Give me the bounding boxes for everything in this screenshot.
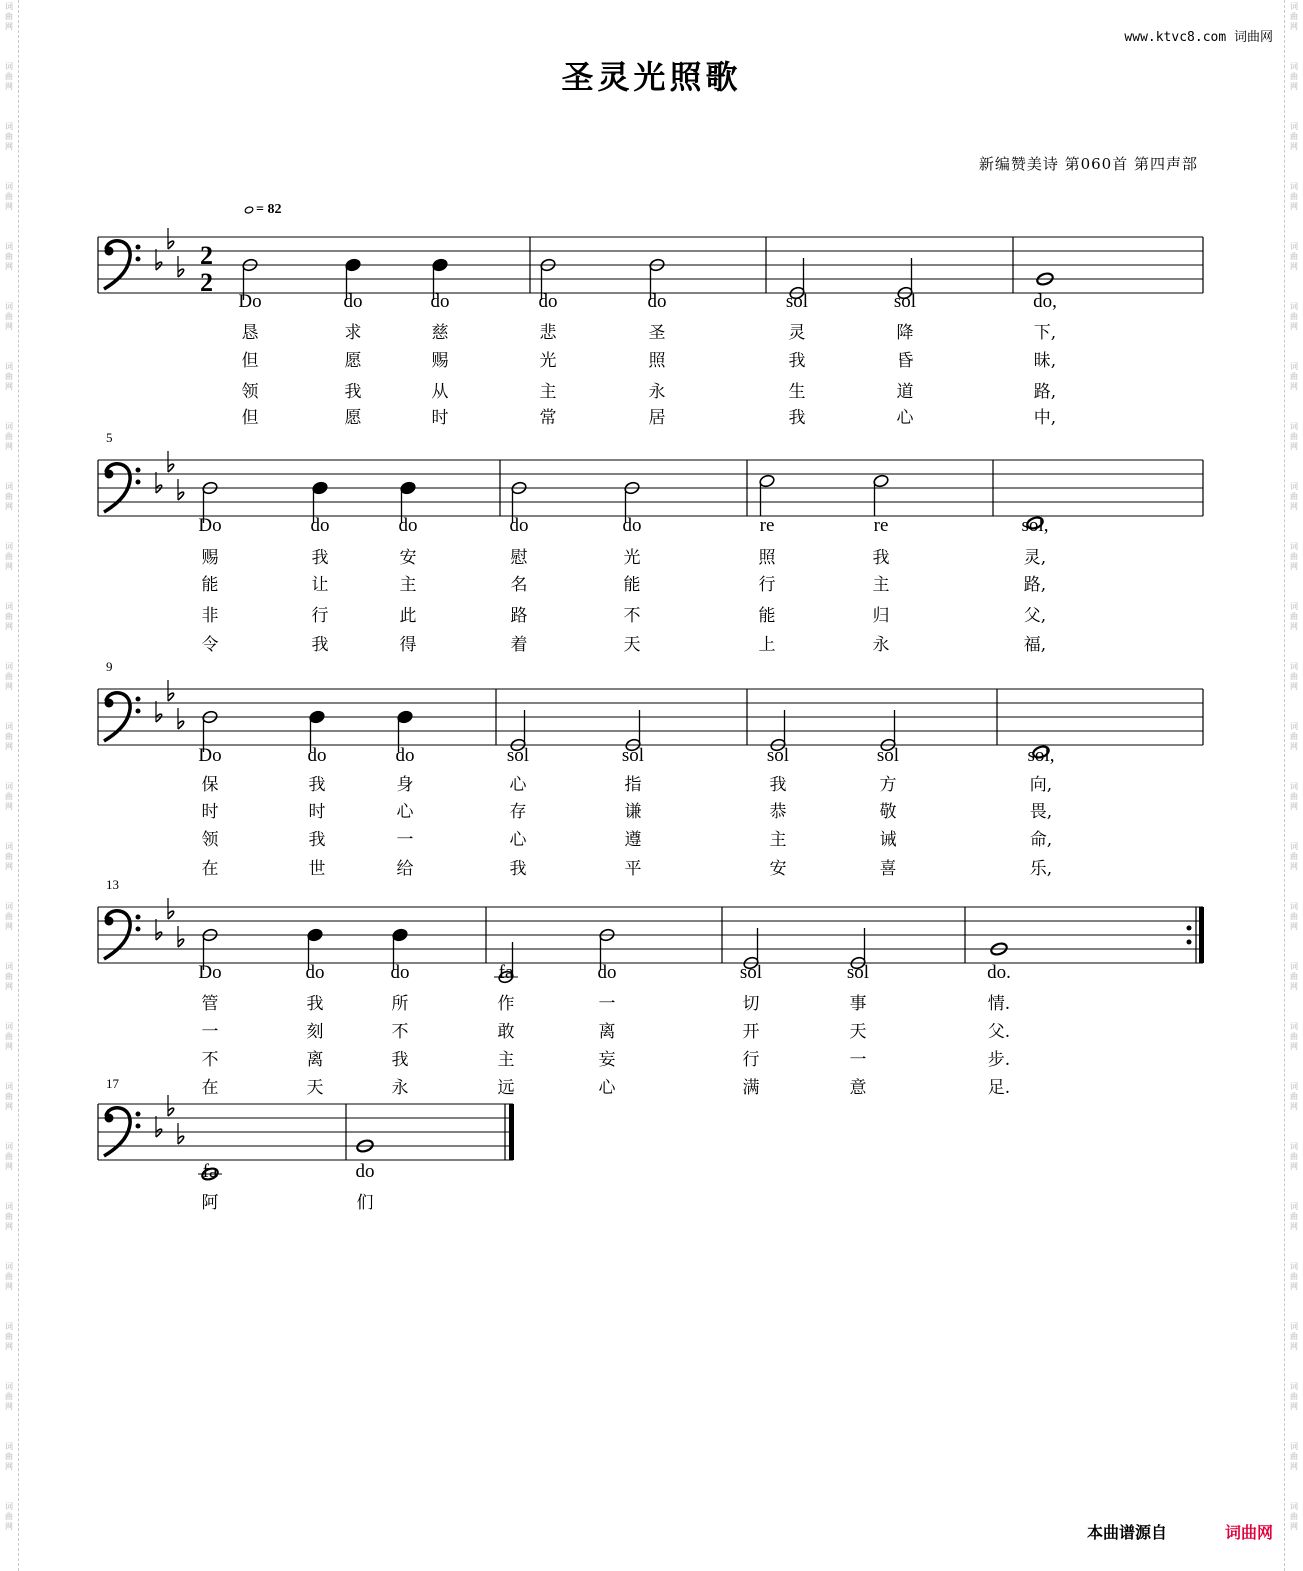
lyric-syllable: 心	[896, 408, 914, 428]
lyric-syllable: 方	[879, 775, 897, 795]
lyric-syllable: 作	[497, 994, 515, 1014]
lyric-syllable: 慈	[431, 323, 449, 343]
lyric-syllable: 敬	[879, 802, 897, 822]
lyric-syllable: 路,	[1033, 382, 1057, 402]
lyric-syllable: 求	[344, 323, 362, 343]
lyric-syllable: 开	[742, 1022, 760, 1042]
note-head	[759, 474, 776, 488]
lyric-syllable: 令	[201, 635, 219, 655]
hymn-source: 新编赞美诗 第060首 第四声部	[978, 155, 1198, 173]
lyric-syllable: 能	[201, 575, 219, 595]
solfege-syllable: do	[395, 745, 415, 766]
watermark-text: 词 曲 网	[5, 602, 13, 631]
lyric-syllable: 切	[742, 994, 760, 1014]
lyric-syllable: 向,	[1029, 775, 1053, 795]
solfege-syllable: do	[538, 291, 558, 312]
solfege-syllable: do	[390, 962, 410, 983]
watermark-text: 词 曲 网	[5, 2, 13, 31]
lyric-syllable: 永	[391, 1078, 409, 1098]
lyric-syllable: 离	[306, 1050, 324, 1070]
time-signature-bottom: 2	[200, 268, 213, 297]
flat-sign-icon	[156, 249, 162, 270]
lyric-syllable: 主	[539, 382, 557, 402]
lyric-syllable: 上	[758, 635, 776, 655]
lyric-syllable: 赐	[201, 548, 219, 568]
watermark-text: 词 曲 网	[1290, 782, 1298, 811]
lyric-syllable: 归	[872, 606, 890, 626]
note-head	[345, 258, 362, 272]
watermark-text: 词 曲 网	[1290, 62, 1298, 91]
flat-sign-icon	[178, 256, 184, 277]
lyric-syllable: 主	[497, 1050, 515, 1070]
watermark-text: 词 曲 网	[1290, 1022, 1298, 1051]
solfege-syllable: do.	[987, 962, 1011, 983]
lyric-syllable: 路	[510, 606, 528, 626]
watermark-text: 词 曲 网	[5, 1322, 13, 1351]
lyric-syllable: 我	[509, 859, 527, 879]
flat-sign-icon	[178, 479, 184, 500]
lyric-syllable: 我	[344, 382, 362, 402]
lyric-syllable: 我	[311, 635, 329, 655]
lyric-syllable: 不	[201, 1050, 219, 1070]
lyric-syllable: 身	[396, 775, 414, 795]
repeat-barline-thick	[1199, 907, 1204, 963]
lyric-syllable: 常	[539, 408, 557, 428]
lyric-syllable: 们	[356, 1193, 374, 1213]
lyric-syllable: 喜	[879, 859, 897, 879]
watermark-text: 词 曲 网	[5, 1202, 13, 1231]
lyric-syllable: 名	[510, 575, 528, 595]
lyric-syllable: 一	[598, 994, 616, 1014]
lyric-syllable: 诫	[879, 830, 897, 850]
watermark-text: 词 曲 网	[5, 362, 13, 391]
solfege-syllable: sol	[739, 962, 763, 983]
watermark-text: 词 曲 网	[1290, 362, 1298, 391]
footer-prefix: 本曲谱源自	[1086, 1523, 1167, 1542]
measure-number: 9	[106, 659, 113, 674]
watermark-text: 词 曲 网	[1290, 1202, 1298, 1231]
lyric-syllable: 畏,	[1029, 802, 1053, 822]
watermark-text: 词 曲 网	[1290, 302, 1298, 331]
lyric-syllable: 离	[598, 1022, 616, 1042]
solfege-syllable: do,	[1033, 291, 1057, 312]
lyric-syllable: 昏	[896, 351, 914, 371]
solfege-syllable: fa	[498, 962, 514, 983]
lyric-syllable: 情.	[987, 994, 1011, 1014]
lyric-syllable: 遵	[624, 830, 642, 850]
solfege-syllable: re	[759, 515, 775, 536]
watermark-text: 词 曲 网	[1290, 1382, 1298, 1411]
lyric-syllable: 管	[201, 994, 219, 1014]
lyric-syllable: 生	[788, 382, 806, 402]
lyric-syllable: 永	[872, 635, 890, 655]
lyric-syllable: 一	[201, 1022, 219, 1042]
lyric-syllable: 存	[509, 802, 527, 822]
lyric-syllable: 愿	[344, 408, 362, 428]
watermark-text: 词 曲 网	[1290, 662, 1298, 691]
lyric-syllable: 慰	[510, 548, 528, 568]
note-head	[873, 474, 890, 488]
solfege-syllable: sol	[785, 291, 809, 312]
flat-sign-icon	[156, 701, 162, 722]
flat-sign-icon	[178, 708, 184, 729]
lyric-syllable: 愿	[344, 351, 362, 371]
lyric-syllable: 光	[623, 548, 641, 568]
watermark-text: 词 曲 网	[5, 662, 13, 691]
watermark-text: 词 曲 网	[1290, 842, 1298, 871]
lyric-syllable: 我	[788, 408, 806, 428]
note-head	[392, 928, 409, 942]
footer-brand[interactable]: 词曲网	[1224, 1523, 1273, 1542]
solfege-syllable: do	[597, 962, 617, 983]
watermark-text: 词 曲 网	[1290, 182, 1298, 211]
lyric-syllable: 一	[849, 1050, 867, 1070]
watermark-text: 词 曲 网	[1290, 1442, 1298, 1471]
lyric-syllable: 命,	[1029, 830, 1053, 850]
watermark-text: 词 曲 网	[1290, 2, 1298, 31]
lyric-syllable: 赐	[431, 351, 449, 371]
solfege-syllable: do	[398, 515, 418, 536]
flat-sign-icon	[168, 1095, 174, 1116]
watermark-text: 词 曲 网	[5, 1022, 13, 1051]
watermark-text: 词 曲 网	[5, 422, 13, 451]
solfege-syllable: do	[622, 515, 642, 536]
solfege-syllable: sol	[846, 962, 870, 983]
flat-sign-icon	[156, 1116, 162, 1137]
lyric-syllable: 在	[201, 859, 219, 879]
watermark-text: 词 曲 网	[1290, 902, 1298, 931]
watermark-text: 词 曲 网	[1290, 1082, 1298, 1111]
lyric-syllable: 敢	[497, 1022, 515, 1042]
footer-credit	[1087, 1520, 1273, 1543]
lyric-syllable: 昧,	[1033, 351, 1057, 371]
lyric-syllable: 主	[872, 575, 890, 595]
lyric-syllable: 居	[648, 408, 666, 428]
flat-sign-icon	[168, 451, 174, 472]
solfege-syllable: Do	[198, 962, 222, 983]
watermark-text: 词 曲 网	[5, 962, 13, 991]
lyric-syllable: 行	[742, 1050, 760, 1070]
lyric-syllable: 降	[896, 323, 914, 343]
flat-sign-icon	[178, 926, 184, 947]
lyric-syllable: 灵	[788, 323, 806, 343]
lyric-syllable: 路,	[1023, 575, 1047, 595]
note-head	[309, 710, 326, 724]
measure-number: 13	[106, 877, 119, 892]
watermark-text: 词 曲 网	[5, 1082, 13, 1111]
lyric-syllable: 时	[431, 408, 449, 428]
watermark-text: 词 曲 网	[1290, 422, 1298, 451]
lyric-syllable: 世	[308, 859, 326, 879]
watermark-text: 词 曲 网	[1290, 542, 1298, 571]
lyric-syllable: 满	[742, 1078, 760, 1098]
lyric-syllable: 足.	[987, 1078, 1011, 1098]
lyric-syllable: 心	[509, 830, 527, 850]
lyric-syllable: 恭	[769, 802, 787, 822]
flat-sign-icon	[156, 919, 162, 940]
lyric-syllable: 行	[758, 575, 776, 595]
tempo-value: = 82	[256, 202, 282, 217]
lyric-syllable: 行	[311, 606, 329, 626]
solfege-syllable: sol	[876, 745, 900, 766]
watermark-text: 词 曲 网	[1290, 722, 1298, 751]
lyric-syllable: 我	[769, 775, 787, 795]
lyric-syllable: 时	[308, 802, 326, 822]
watermark-text: 词 曲 网	[5, 902, 13, 931]
lyric-syllable: 时	[201, 802, 219, 822]
watermark-text: 词 曲 网	[5, 62, 13, 91]
lyric-syllable: 一	[396, 830, 414, 850]
watermark-text: 词 曲 网	[1290, 1322, 1298, 1351]
lyric-syllable: 能	[758, 606, 776, 626]
lyric-syllable: 道	[896, 382, 914, 402]
lyric-syllable: 我	[311, 548, 329, 568]
lyric-syllable: 父.	[987, 1022, 1011, 1042]
measure-number: 17	[106, 1076, 119, 1091]
watermark-text: 词 曲 网	[5, 1382, 13, 1411]
watermark-text: 词 曲 网	[5, 782, 13, 811]
solfege-syllable: do	[509, 515, 529, 536]
lyric-syllable: 福,	[1023, 635, 1047, 655]
solfege-syllable: fa	[202, 1161, 218, 1182]
lyric-syllable: 不	[623, 606, 641, 626]
solfege-syllable: do	[647, 291, 667, 312]
watermark-text: 词 曲 网	[5, 302, 13, 331]
lyric-syllable: 恳	[241, 323, 259, 343]
lyric-syllable: 主	[399, 575, 417, 595]
lyric-syllable: 心	[396, 802, 414, 822]
lyric-syllable: 妄	[598, 1050, 616, 1070]
watermark-text: 词 曲 网	[1290, 242, 1298, 271]
note-head	[307, 928, 324, 942]
repeat-dot	[1187, 940, 1192, 945]
lyric-syllable: 但	[241, 408, 259, 428]
lyric-syllable: 保	[201, 775, 219, 795]
lyric-syllable: 在	[201, 1078, 219, 1098]
watermark-text: 词 曲 网	[5, 1442, 13, 1471]
watermark-text: 词 曲 网	[5, 842, 13, 871]
flat-sign-icon	[168, 680, 174, 701]
lyric-syllable: 灵,	[1023, 548, 1047, 568]
flat-sign-icon	[168, 898, 174, 919]
watermark-text: 词 曲 网	[5, 482, 13, 511]
repeat-dot	[1187, 926, 1192, 931]
solfege-syllable: sol,	[1027, 745, 1055, 766]
solfege-syllable: do	[355, 1161, 375, 1182]
solfege-syllable: do	[305, 962, 325, 983]
lyric-syllable: 得	[399, 635, 417, 655]
flat-sign-icon	[168, 228, 174, 249]
lyric-syllable: 所	[391, 994, 409, 1014]
lyric-syllable: 天	[849, 1022, 867, 1042]
lyric-syllable: 能	[623, 575, 641, 595]
lyric-syllable: 照	[758, 548, 776, 568]
lyric-syllable: 我	[308, 775, 326, 795]
lyric-syllable: 意	[849, 1078, 867, 1098]
watermark-text: 词 曲 网	[5, 122, 13, 151]
solfege-syllable: sol,	[1021, 515, 1049, 536]
lyric-syllable: 照	[648, 351, 666, 371]
watermark-text: 词 曲 网	[5, 542, 13, 571]
lyric-syllable: 让	[311, 575, 329, 595]
lyric-syllable: 中,	[1033, 408, 1057, 428]
solfege-syllable: sol	[621, 745, 645, 766]
lyric-syllable: 领	[201, 830, 219, 850]
solfege-syllable: Do	[198, 515, 222, 536]
measure-number: 5	[106, 430, 113, 445]
lyric-syllable: 主	[769, 830, 787, 850]
lyric-syllable: 从	[431, 382, 449, 402]
lyric-syllable: 刻	[306, 1022, 324, 1042]
lyric-syllable: 此	[399, 606, 417, 626]
lyric-syllable: 我	[391, 1050, 409, 1070]
lyric-syllable: 远	[497, 1078, 515, 1098]
solfege-syllable: Do	[198, 745, 222, 766]
note-head	[432, 258, 449, 272]
lyric-syllable: 悲	[539, 323, 557, 343]
watermark-text: 词 曲 网	[1290, 1262, 1298, 1291]
watermark-text: 词 曲 网	[5, 1262, 13, 1291]
lyric-syllable: 我	[308, 830, 326, 850]
lyric-syllable: 乐,	[1029, 859, 1053, 879]
page-title: 圣灵光照歌	[561, 58, 742, 96]
site-url[interactable]: www.ktvc8.com 词曲网	[1124, 30, 1273, 45]
lyric-syllable: 安	[399, 548, 417, 568]
lyric-syllable: 我	[872, 548, 890, 568]
lyric-syllable: 阿	[201, 1193, 219, 1213]
solfege-syllable: re	[873, 515, 889, 536]
lyric-syllable: 步.	[987, 1050, 1011, 1070]
lyric-syllable: 心	[509, 775, 527, 795]
watermark-text: 词 曲 网	[5, 1142, 13, 1171]
lyric-syllable: 心	[598, 1078, 616, 1098]
watermark-text: 词 曲 网	[1290, 1502, 1298, 1531]
lyric-syllable: 领	[241, 382, 259, 402]
lyric-syllable: 给	[396, 859, 414, 879]
watermark-text: 词 曲 网	[5, 182, 13, 211]
lyric-syllable: 谦	[624, 802, 642, 822]
lyric-syllable: 圣	[648, 323, 666, 343]
watermark-text: 词 曲 网	[1290, 122, 1298, 151]
solfege-syllable: do	[310, 515, 330, 536]
lyric-syllable: 着	[510, 635, 528, 655]
watermark-text: 词 曲 网	[1290, 482, 1298, 511]
lyric-syllable: 事	[849, 994, 867, 1014]
lyric-syllable: 但	[241, 351, 259, 371]
note-head	[400, 481, 417, 495]
lyric-syllable: 指	[624, 775, 642, 795]
note-head	[397, 710, 414, 724]
lyric-syllable: 我	[306, 994, 324, 1014]
lyric-syllable: 下,	[1033, 323, 1057, 343]
solfege-syllable: sol	[893, 291, 917, 312]
lyric-syllable: 天	[623, 635, 641, 655]
solfege-syllable: do	[307, 745, 327, 766]
final-barline-thick	[509, 1104, 514, 1160]
flat-sign-icon	[156, 472, 162, 493]
watermark-text: 词 曲 网	[5, 242, 13, 271]
note-head	[312, 481, 329, 495]
watermark-text: 词 曲 网	[5, 722, 13, 751]
lyric-syllable: 非	[201, 606, 219, 626]
solfege-syllable: sol	[506, 745, 530, 766]
time-signature-top: 2	[200, 241, 213, 270]
solfege-syllable: Do	[238, 291, 262, 312]
watermark-text: 词 曲 网	[5, 1502, 13, 1531]
solfege-syllable: sol	[766, 745, 790, 766]
watermark-text: 词 曲 网	[1290, 962, 1298, 991]
lyric-syllable: 我	[788, 351, 806, 371]
flat-sign-icon	[178, 1123, 184, 1144]
lyric-syllable: 平	[624, 859, 642, 879]
lyric-syllable: 不	[391, 1022, 409, 1042]
solfege-syllable: do	[430, 291, 450, 312]
lyric-syllable: 光	[539, 351, 557, 371]
lyric-syllable: 安	[769, 859, 787, 879]
watermark-text: 词 曲 网	[1290, 602, 1298, 631]
lyric-syllable: 永	[648, 382, 666, 402]
solfege-syllable: do	[343, 291, 363, 312]
lyric-syllable: 天	[306, 1078, 324, 1098]
watermark-text: 词 曲 网	[1290, 1142, 1298, 1171]
lyric-syllable: 父,	[1023, 606, 1047, 626]
